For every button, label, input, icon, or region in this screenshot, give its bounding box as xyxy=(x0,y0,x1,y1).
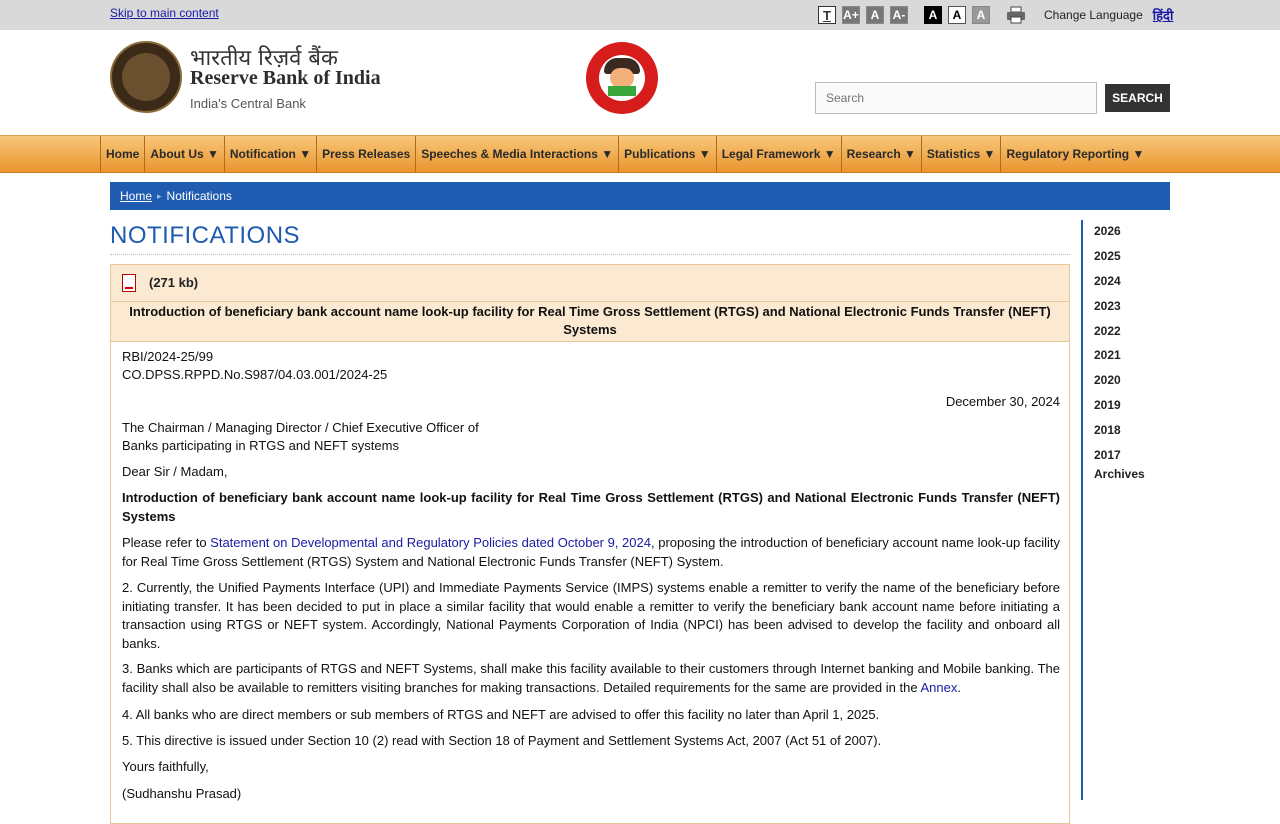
nav-press-releases[interactable]: Press Releases xyxy=(316,136,415,172)
pdf-download-row xyxy=(111,265,1069,302)
paragraph-2: 2. Currently, the Unified Payments Interface (UPI) and Immediate Payments Service (IMPS) systems enable a remitter to verify the name of the beneficiary before initiating transfer. It has been decided to put in place a similar facility that would enable a remitter to verify the beneficiary bank account name before initiating a transaction using RTGS or NEFT system. Accordingly, National Payments Corporation of India (NPCI) has been advised to develop the facility and onboard all banks. xyxy=(122,580,1060,651)
pdf-icon[interactable] xyxy=(122,274,136,292)
paragraph-4: 4. All banks who are direct members or sub members of RTGS and NEFT are advised to offer this facility no later than April 1, 2025. xyxy=(122,707,880,722)
subject-line: Introduction of beneficiary bank account name look-up facility for Real Time Gross Settlement (RTGS) and National Electronic Funds Transfer (NEFT) Systems xyxy=(122,490,1060,524)
printer-icon[interactable] xyxy=(1006,6,1026,24)
pdf-file-size: (271 kb) xyxy=(149,275,199,290)
salutation: Dear Sir / Madam, xyxy=(122,464,228,479)
archives-link[interactable]: Archives xyxy=(1094,466,1145,481)
nav-publications[interactable]: Publications ▼ xyxy=(618,136,716,172)
search-input[interactable] xyxy=(815,82,1097,114)
font-normal-button[interactable]: A xyxy=(866,6,884,24)
logo-english-text[interactable]: Reserve Bank of India xyxy=(190,67,381,89)
font-decrease-button[interactable]: A- xyxy=(890,6,908,24)
reference-number: RBI/2024-25/99 xyxy=(122,349,214,364)
breadcrumb xyxy=(110,182,1170,210)
year-archive-list xyxy=(1094,222,1145,481)
year-link-2021[interactable]: 2021 xyxy=(1094,348,1121,363)
contrast-grey-button[interactable]: A xyxy=(972,6,990,24)
year-link-2019[interactable]: 2019 xyxy=(1094,398,1121,413)
year-link-2022[interactable]: 2022 xyxy=(1094,323,1121,338)
year-link-2023[interactable]: 2023 xyxy=(1094,298,1121,313)
nav-notification[interactable]: Notification ▼ xyxy=(224,136,316,172)
accessibility-tools xyxy=(818,5,1173,25)
nav-research[interactable]: Research ▼ xyxy=(841,136,921,172)
year-link-2018[interactable]: 2018 xyxy=(1094,423,1121,438)
circular-number: CO.DPSS.RPPD.No.S987/04.03.001/2024-25 xyxy=(122,367,388,382)
addressee-line-2: Banks participating in RTGS and NEFT systems xyxy=(122,438,399,453)
addressee-line-1: The Chairman / Managing Director / Chief Executive Officer of xyxy=(122,420,479,435)
nav-legal-framework[interactable]: Legal Framework ▼ xyxy=(716,136,841,172)
notification-date: December 30, 2024 xyxy=(945,394,1060,409)
logo-tagline: India's Central Bank xyxy=(190,96,306,111)
sidebar-divider xyxy=(1081,220,1083,800)
search-button[interactable]: SEARCH xyxy=(1105,84,1170,112)
year-link-2026[interactable]: 2026 xyxy=(1094,224,1121,238)
closing: Yours faithfully, xyxy=(122,759,209,774)
paragraph-3: 3. Banks which are participants of RTGS and NEFT Systems, shall make this facility available to their customers through Internet banking and Mobile banking. The facility shall also be available to remitters visiting branches for making transactions. Detailed requirements for the same are provided in the Annex. xyxy=(122,661,1060,695)
year-link-2017[interactable]: 2017 xyxy=(1094,448,1121,463)
hindi-language-link[interactable]: हिंदी xyxy=(1152,8,1174,23)
utility-bar xyxy=(0,0,1280,30)
paragraph-1: Please refer to Statement on Developmental and Regulatory Policies dated October 9, 2024, proposing the introduction of beneficiary account name look-up facility for Real Time Gross Settlement (RTGS) System and National Electronic Funds Transfer (NEFT) System. xyxy=(122,535,1060,569)
nav-about-us[interactable]: About Us ▼ xyxy=(144,136,224,172)
rbi-emblem-logo[interactable] xyxy=(110,41,182,113)
year-link-2020[interactable]: 2020 xyxy=(1094,373,1121,388)
policy-statement-link[interactable]: Statement on Developmental and Regulatory Policies dated October 9, 2024 xyxy=(210,535,651,550)
contrast-dark-button[interactable]: A xyxy=(924,6,942,24)
nav-regulatory-reporting[interactable]: Regulatory Reporting ▼ xyxy=(1000,136,1149,172)
breadcrumb-current: Notifications xyxy=(166,189,232,203)
mascot-badge xyxy=(586,42,658,114)
title-divider xyxy=(110,254,1070,255)
breadcrumb-home-link[interactable]: Home xyxy=(120,189,153,203)
skip-to-content-link[interactable]: Skip to main content xyxy=(110,6,219,20)
notification-heading: Introduction of beneficiary bank account name look-up facility for Real Time Gross Settlement (RTGS) and National Electronic Funds Transfer (NEFT) Systems xyxy=(111,302,1069,342)
annex-link[interactable]: Annex xyxy=(920,679,958,695)
nav-statistics[interactable]: Statistics ▼ xyxy=(921,136,1001,172)
paragraph-5: 5. This directive is issued under Section 10 (2) read with Section 18 of Payment and Settlement Systems Act, 2007 (Act 51 of 2007). xyxy=(122,733,882,748)
notification-panel xyxy=(110,264,1070,824)
text-mode-icon[interactable]: T xyxy=(818,6,836,24)
page-title: NOTIFICATIONS xyxy=(110,222,301,249)
signatory: (Sudhanshu Prasad) xyxy=(122,786,242,801)
year-link-2024[interactable]: 2024 xyxy=(1094,273,1121,288)
nav-home[interactable]: Home xyxy=(100,136,144,172)
contrast-light-button[interactable]: A xyxy=(948,6,966,24)
breadcrumb-separator-icon: ▸ xyxy=(157,190,162,201)
font-increase-button[interactable]: A+ xyxy=(843,8,859,22)
main-nav xyxy=(0,135,1280,173)
logo-hindi-text[interactable]: भारतीय रिज़र्व बैंक xyxy=(190,46,338,71)
nav-speeches[interactable]: Speeches & Media Interactions ▼ xyxy=(415,136,618,172)
change-language-label: Change Language xyxy=(1044,8,1143,22)
year-link-2025[interactable]: 2025 xyxy=(1094,248,1121,263)
